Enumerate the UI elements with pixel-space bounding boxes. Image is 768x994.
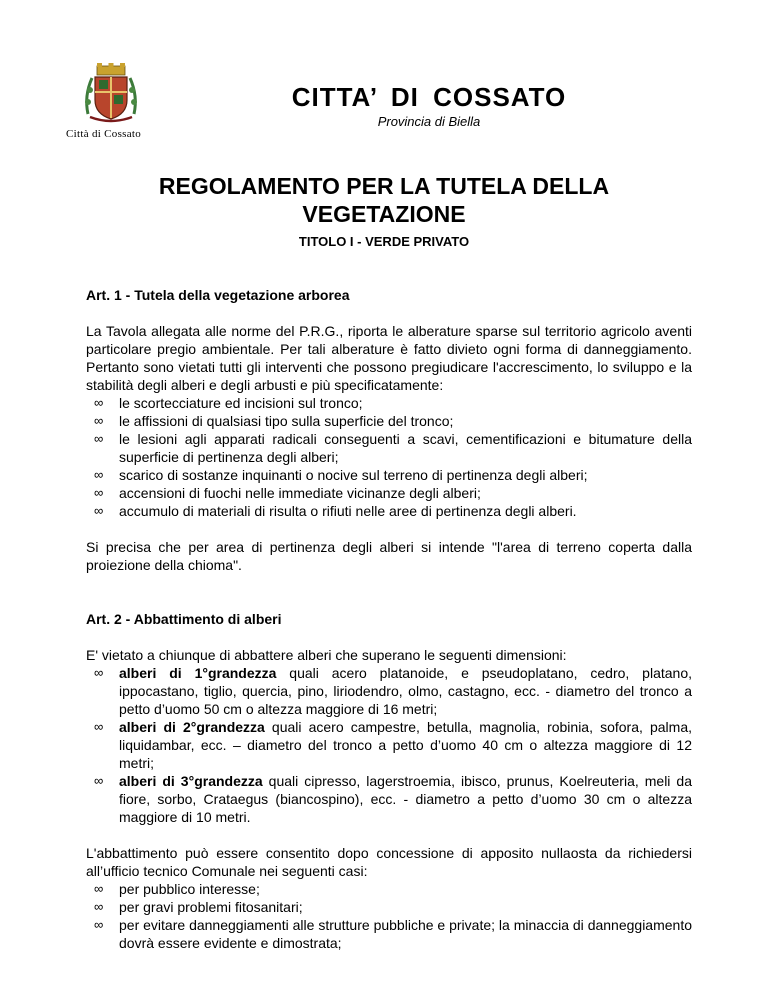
article-1-note: Si precisa che per area di pertinenza degli alberi si intende "l'area di terreno coperta dalla proiezione della chioma". — [86, 539, 692, 573]
bullet-icon: ∞ — [94, 899, 104, 914]
list-item-text: per pubblico interesse; — [119, 881, 260, 897]
article-2-cases-intro: L'abbattimento può essere consentito dopo concessione di apposito nullaosta da richiedersi all’ufficio tecnico Comunale nei seguenti casi: — [86, 845, 692, 879]
bullet-icon: ∞ — [94, 917, 104, 932]
document-title-line-1: REGOLAMENTO PER LA TUTELA DELLA — [158, 173, 610, 199]
list-item — [86, 916, 692, 952]
felling-cases-list — [86, 880, 692, 952]
bullet-icon: ∞ — [94, 413, 104, 428]
section-title: TITOLO I - VERDE PRIVATO — [298, 234, 470, 249]
list-item — [86, 880, 692, 898]
list-item — [86, 466, 692, 484]
bullet-icon: ∞ — [94, 503, 104, 518]
list-item — [86, 430, 692, 466]
list-item-text: per gravi problemi fitosanitari; — [119, 899, 303, 915]
list-item-text: le lesioni agli apparati radicali conseguenti a scavi, cementificazioni e bitumature della superficie di pertinenza degli alberi; — [119, 431, 692, 465]
list-item — [86, 898, 692, 916]
list-item-text: accumulo di materiali di risulta o rifiuti nelle aree di pertinenza degli alberi. — [119, 503, 577, 519]
bullet-icon: ∞ — [94, 431, 104, 446]
document-body — [86, 286, 692, 952]
document-title-line-2: VEGETAZIONE — [302, 201, 466, 227]
list-item — [86, 484, 692, 502]
list-item-text: le scortecciature ed incisioni sul tronco; — [119, 395, 363, 411]
size-description: quali acero platanoide, e pseudoplatano, cedro, platano, ippocastano, tiglio, quercia, pino, liriodendro, olmo, castagno, ecc. - diametro del tronco a petto d’uomo 50 cm o altezza maggiore di 16 metri; — [119, 665, 692, 717]
article-2-intro: E' vietato a chiunque di abbattere alberi che superano le seguenti dimensioni: — [86, 647, 567, 663]
list-item — [86, 394, 692, 412]
size-description: quali cipresso, lagerstroemia, ibisco, prunus, Koelreuteria, meli da fiore, sorbo, Crataegus (biancospino), ecc. - diametro a petto d’uomo 30 cm o altezza maggiore di 10 metri. — [119, 773, 693, 825]
list-item-text: le affissioni di qualsiasi tipo sulla superficie del tronco; — [119, 413, 454, 429]
size-term: alberi di 1°grandezza — [119, 665, 277, 681]
bullet-icon: ∞ — [94, 881, 104, 896]
article-1-heading: Art. 1 - Tutela della vegetazione arborea — [86, 287, 350, 303]
bullet-icon: ∞ — [94, 719, 104, 734]
city-title: CITTA’ DI COSSATO — [291, 82, 567, 112]
document-title — [0, 172, 768, 228]
bullet-icon: ∞ — [94, 773, 104, 788]
list-item — [86, 502, 692, 520]
size-description: quali acero campestre, betulla, magnolia, robinia, sofora, palma, liquidambar, ecc. – diametro del tronco a petto d’uomo 40 cm o altezza maggiore di 12 metri; — [119, 719, 692, 771]
crest-caption: Città di Cossato — [66, 128, 142, 140]
bullet-icon: ∞ — [94, 467, 104, 482]
bullet-icon: ∞ — [94, 395, 104, 410]
size-term: alberi di 3°grandezza — [119, 773, 263, 789]
article-1-intro: La Tavola allegata alle norme del P.R.G., riporta le alberature sparse sul territorio agricolo aventi particolare pregio ambientale. Per tali alberature è fatto divieto ogni forma di danneggiamento. Pertanto sono vietati tutti gli interventi che possono pregiudicare l'accrescimento, lo sviluppo e la stabilità degli alberi e degli arbusti e più specificatamente: — [86, 323, 692, 393]
list-item-text: accensioni di fuochi nelle immediate vicinanze degli alberi; — [119, 485, 481, 501]
tree-size-list — [86, 664, 692, 826]
list-item — [86, 412, 692, 430]
province-subtitle: Provincia di Biella — [377, 114, 481, 129]
size-term: alberi di 2°grandezza — [119, 719, 265, 735]
list-item — [86, 772, 692, 826]
list-item — [86, 718, 692, 772]
article-1-list — [86, 394, 692, 520]
list-item-text: per evitare danneggiamenti alle strutture pubbliche e private; la minaccia di danneggiamento dovrà essere evidente e dimostrata; — [119, 917, 692, 951]
article-2-heading: Art. 2 - Abbattimento di alberi — [86, 611, 282, 627]
list-item — [86, 664, 692, 718]
bullet-icon: ∞ — [94, 665, 104, 680]
list-item-text: scarico di sostanze inquinanti o nocive sul terreno di pertinenza degli alberi; — [119, 467, 588, 483]
bullet-icon: ∞ — [94, 485, 104, 500]
